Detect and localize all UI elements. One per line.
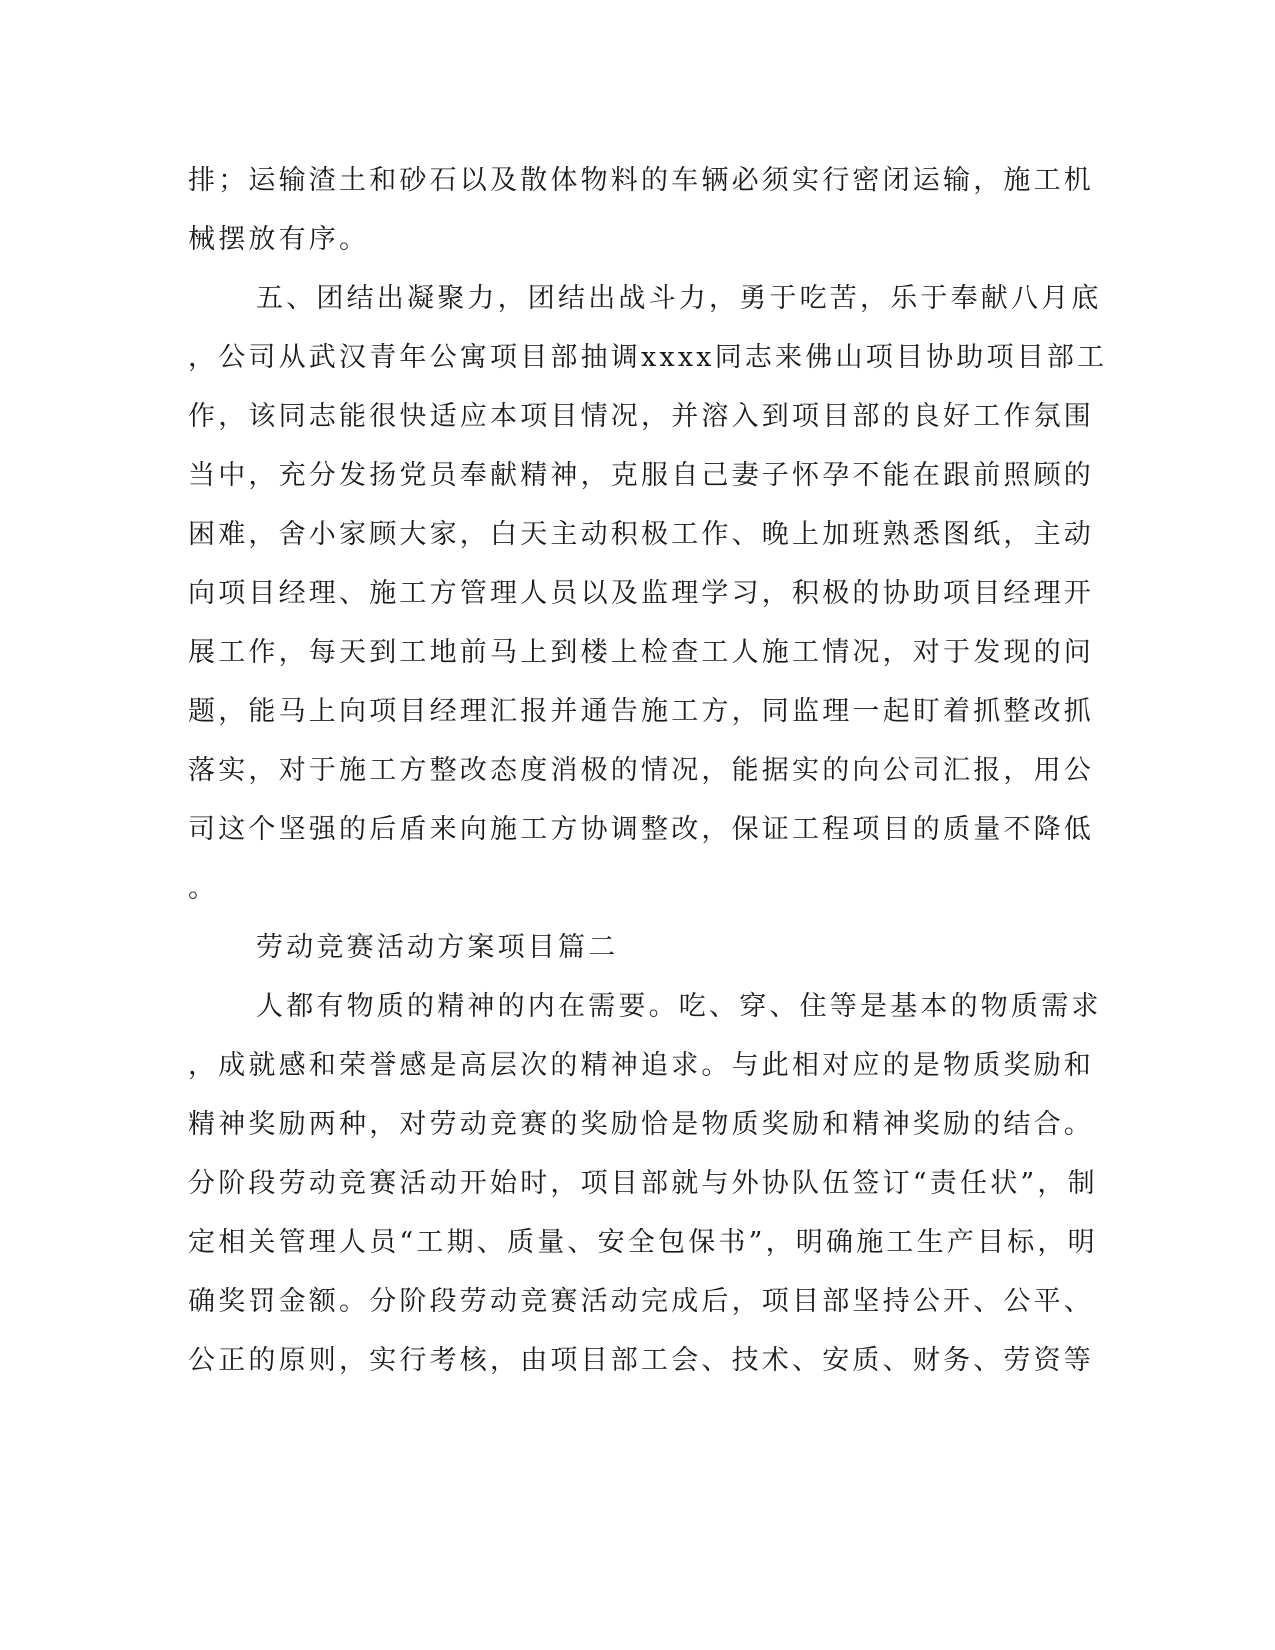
body-text-line: 械摆放有序。 <box>188 224 370 255</box>
body-text-line: 排；运输渣土和砂石以及散体物料的车辆必须实行密闭运输，施工机 <box>188 165 1094 196</box>
body-text-line: 司这个坚强的后盾来向施工方协调整改，保证工程项目的质量不降低 <box>188 814 1094 845</box>
body-text-line: 确奖罚金额。分阶段劳动竞赛活动完成后，项目部坚持公开、公平、 <box>188 1286 1094 1317</box>
paragraph-start-line: 五、团结出凝聚力，团结出战斗力，勇于吃苦，乐于奉献八月底 <box>256 283 1102 314</box>
body-text-line: 困难，舍小家顾大家，白天主动积极工作、晚上加班熟悉图纸，主动 <box>188 519 1094 550</box>
section-heading: 劳动竞赛活动方案项目篇二 <box>256 932 619 963</box>
body-text-line: 定相关管理人员“工期、质量、安全包保书”，明确施工生产目标，明 <box>188 1227 1098 1258</box>
body-text-line: ，成就感和荣誉感是高层次的精神追求。与此相对应的是物质奖励和 <box>188 1050 1094 1081</box>
body-text-line: 展工作，每天到工地前马上到楼上检查工人施工情况，对于发现的问 <box>188 637 1094 668</box>
body-text-line: 。 <box>188 873 219 904</box>
body-text-line: 落实，对于施工方整改态度消极的情况，能据实的向公司汇报，用公 <box>188 755 1094 786</box>
body-text-line: 作，该同志能很快适应本项目情况，并溶入到项目部的良好工作氛围 <box>188 401 1094 432</box>
body-text-line: 向项目经理、施工方管理人员以及监理学习，积极的协助项目经理开 <box>188 578 1094 609</box>
body-text-line: 题，能马上向项目经理汇报并通告施工方，同监理一起盯着抓整改抓 <box>188 696 1094 727</box>
body-text-line: ，公司从武汉青年公寓项目部抽调xxxx同志来佛山项目协助项目部工 <box>188 342 1108 373</box>
body-text-line: 当中，充分发扬党员奉献精神，克服自己妻子怀孕不能在跟前照顾的 <box>188 460 1094 491</box>
body-text-line: 公正的原则，实行考核，由项目部工会、技术、安质、财务、劳资等 <box>188 1345 1094 1376</box>
body-text-line: 分阶段劳动竞赛活动开始时，项目部就与外协队伍签订“责任状”，制 <box>188 1168 1098 1199</box>
body-text-line: 精神奖励两种，对劳动竞赛的奖励恰是物质奖励和精神奖励的结合。 <box>188 1109 1094 1140</box>
paragraph-start-line: 人都有物质的精神的内在需要。吃、穿、住等是基本的物质需求 <box>256 991 1102 1022</box>
